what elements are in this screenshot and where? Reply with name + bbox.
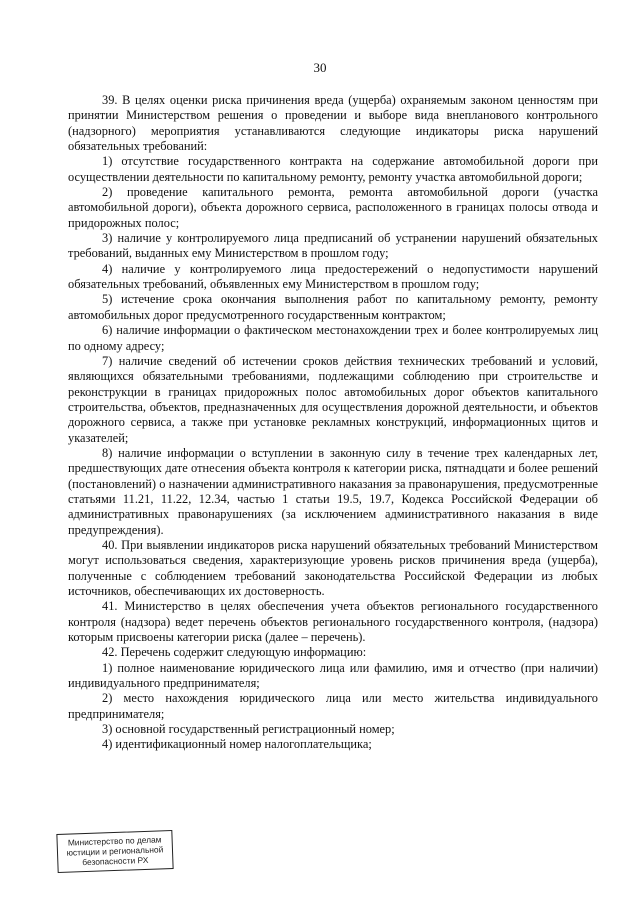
list-item-2-address: 2) место нахождения юридического лица или место жительства индивидуального предпринимателя; — [68, 691, 598, 721]
ministry-stamp — [56, 830, 173, 873]
stamp-line-2: юстиции и региональной — [66, 844, 164, 858]
paragraph-40: 40. При выявлении индикаторов риска нарушений обязательных требований Министерством могут использоваться сведения, характеризующие уровень рисков причинения вреда (ущерба), полученные с соблюдением требований законодательства Российской Федерации из любых источников, обеспечивающих их достоверность. — [68, 537, 598, 598]
list-item-6: 6) наличие информации о фактическом местонахождении трех и более контролируемых лиц по одному адресу; — [68, 323, 598, 353]
stamp-line-1: Министерство по делам — [67, 834, 162, 848]
list-item-4: 4) наличие у контролируемого лица предостережений о недопустимости нарушений обязательных требований, объявленных ему Министерством в прошлом году; — [68, 261, 598, 292]
page-number: 30 — [313, 60, 327, 75]
list-item-4-inn: 4) идентификационный номер налогоплательщика; — [102, 737, 372, 752]
list-item-1: 1) отсутствие государственного контракта на содержание автомобильной дороги при осуществлении деятельности по капитальному ремонту, ремонту участка автомобильной дороги; — [68, 154, 598, 184]
list-item-7: 7) наличие сведений об истечении сроков действия технических требований и условий, являющихся обязательными требованиями, подлежащими соблюдению при строительстве и реконструкции в границах придорожных полос автомобильных дорог объектов капитального строительства, объектов, предназначенных для осуществления дорожной деятельности, и объектов дорожного сервиса, а также при установке рекламных конструкций, информационных щитов и указателей; — [68, 353, 598, 445]
document-body — [68, 93, 598, 753]
list-item-8: 8) наличие информации о вступлении в законную силу в течение трех календарных лет, предшествующих дате отнесения объекта контроля к категории риска, пятнадцати и более решений (постановлений) о назначении административного наказания за правонарушения, предусмотренные статьями 11.21, 11.22, 12.34, частью 1 статьи 19.5, 19.7, Кодекса Российской Федерации об административных правонарушениях (за исключением административного наказания в виде предупреждения). — [68, 445, 598, 537]
list-item-1-name: 1) полное наименование юридического лица или фамилию, имя и отчество (при наличии) индивидуального предпринимателя; — [68, 660, 598, 691]
stamp-line-3: безопасности РХ — [82, 854, 149, 868]
list-item-5: 5) истечение срока окончания выполнения работ по капитальному ремонту, ремонту автомобильных дорог предусмотренного государственным контрактом; — [68, 292, 598, 322]
list-item-3-ogrn: 3) основной государственный регистрационный номер; — [102, 722, 395, 737]
paragraph-39: 39. В целях оценки риска причинения вреда (ущерба) охраняемым законом ценностям при принятии Министерством решения о проведении и выборе вида внепланового контрольного (надзорного) мероприятия устанавливаются следующие индикаторы риска нарушений обязательных требований: — [68, 93, 598, 154]
paragraph-41: 41. Министерство в целях обеспечения учета объектов регионального государственного контроля (надзора) ведет перечень объектов регионального государственного контроля, (надзора) которым присвоены категории риска (далее – перечень). — [68, 599, 598, 645]
list-item-3: 3) наличие у контролируемого лица предписаний об устранении нарушений обязательных требований, выданных ему Министерством в прошлом году; — [68, 231, 598, 261]
list-item-2: 2) проведение капитального ремонта, ремонта автомобильной дороги (участка автомобильной дороги), объекта дорожного сервиса, расположенного в границах полосы отвода и придорожных полос; — [68, 185, 598, 230]
paragraph-42: 42. Перечень содержит следующую информацию: — [102, 645, 367, 660]
